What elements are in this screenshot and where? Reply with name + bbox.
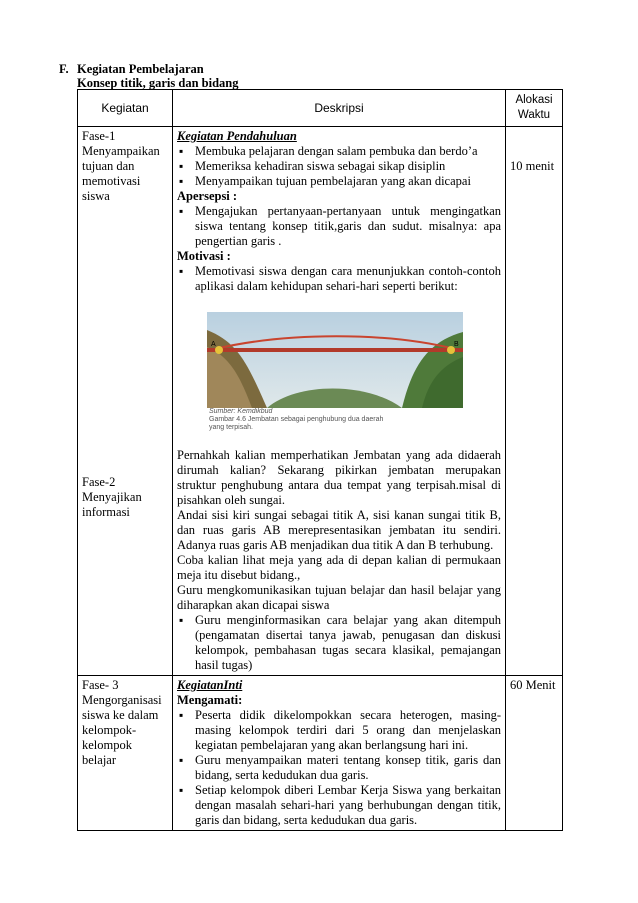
list-item: ▪ Menyampaikan tujuan pembelajaran yang akan dicapai [177, 174, 501, 189]
bridge-illustration [207, 312, 463, 408]
bridge-image [207, 312, 463, 408]
phase-cell [78, 676, 173, 831]
paragraph: Pernahkah kalian memperhatikan Jembatan yang ada didaerah dirumah kalian? Sekarang pikirkan jembatan merupakan struktur penghubung antara dua tempat yang terpisah.misal di pisahkan oleh sungai. [177, 448, 501, 507]
fase1-label: Fase-1 [82, 129, 116, 143]
section-subtitle: Konsep titik, garis dan bidang [77, 76, 239, 90]
list-item: ▪ Peserta didik dikelompokkan secara heterogen, masing-masing kelompok terdiri dari 5 orang dan menjelaskan kegiatan pembelajaran yang akan berlangsung hari ini. [177, 708, 501, 753]
list-item: ▪ Guru menginformasikan cara belajar yang akan ditempuh (pengamatan disertai tanya jawab, penugasan dan diskusi kelompok, pembahasan tugas secara klasikal, pemajangan hasil tugas) [177, 613, 501, 673]
list-item: ▪ Setiap kelompok diberi Lembar Kerja Siswa yang berkaitan dengan masalah sehari-hari yang berhubungan dengan titik, garis dan bidang, serta kedudukan dua garis. [177, 783, 501, 828]
fase1-desc: Menyampaikan tujuan dan memotivasi siswa [82, 144, 160, 203]
time-value: 60 Menit [510, 678, 556, 692]
list-item: ▪ Memotivasi siswa dengan cara menunjukkan contoh-contoh aplikasi dalam kehidupan sehari-hari seperti berikut: [177, 264, 501, 294]
info-list [177, 613, 501, 673]
mengamati-list [177, 708, 501, 828]
time-cell [506, 676, 563, 831]
list-item: ▪ Memeriksa kehadiran siswa sebagai sikap disiplin [177, 159, 501, 174]
intro-list [177, 144, 501, 189]
table-header-row [78, 90, 563, 127]
list-item: ▪ Guru menyampaikan materi tentang konsep titik, garis dan bidang, serta kedudukan dua garis. [177, 753, 501, 783]
figure-source: Sumber: Kemdikbud [209, 408, 273, 415]
time-cell [506, 127, 563, 676]
fase2-desc: Menyajikan informasi [82, 490, 142, 519]
table-row [78, 676, 563, 831]
fase2-label: Fase-2 [82, 475, 116, 489]
header-deskripsi: Deskripsi [173, 90, 506, 127]
description-cell [173, 127, 506, 676]
description-cell [173, 676, 506, 831]
paragraph: Guru mengkomunikasikan tujuan belajar dan hasil belajar yang diharapkan akan dicapai siswa [177, 583, 501, 612]
table-row [78, 127, 563, 676]
list-item: ▪ Mengajukan pertanyaan-pertanyaan untuk mengingatkan siswa tentang konsep titik,garis dan sudut. misalnya: apa pengertian garis . [177, 204, 501, 249]
paragraph: Andai sisi kiri sungai sebagai titik A, sisi kanan sungai titik B, dan ruas garis AB merepresentasikan jembatan itu sendiri. Adanya ruas garis AB menjadikan dua titik A dan B terhubung. [177, 508, 501, 552]
phase-cell [78, 127, 173, 676]
mengamati-title: Mengamati: [177, 693, 243, 707]
fase3-desc: Mengorganisasi siswa ke dalam kelompok-kelompok belajar [82, 693, 162, 767]
header-alokasi: Alokasi Waktu [506, 90, 563, 127]
fase3-label: Fase- 3 [82, 678, 119, 692]
figure-caption: Gambar 4.6 Jembatan sebagai penghubung dua daerah yang terpisah. [209, 416, 384, 431]
section-letter: F. [59, 62, 69, 76]
apersepsi-title: Apersepsi : [177, 189, 238, 203]
intro-title: Kegiatan Pendahuluan [177, 129, 297, 143]
point-b-label: B [454, 341, 459, 348]
motivasi-title: Motivasi : [177, 249, 231, 263]
header-kegiatan: Kegiatan [78, 90, 173, 127]
motivasi-list [177, 264, 501, 294]
learning-activities-table [77, 89, 563, 831]
paragraph: Coba kalian lihat meja yang ada di depan kalian di permukaan meja itu disebut bidang., [177, 553, 501, 582]
section-title: Kegiatan Pembelajaran [77, 62, 204, 76]
apersepsi-list [177, 204, 501, 249]
inti-title: KegiatanInti [177, 678, 243, 692]
list-item: ▪ Membuka pelajaran dengan salam pembuka dan berdo’a [177, 144, 501, 159]
point-a-label: A [211, 341, 216, 348]
time-value: 10 menit [510, 159, 555, 173]
